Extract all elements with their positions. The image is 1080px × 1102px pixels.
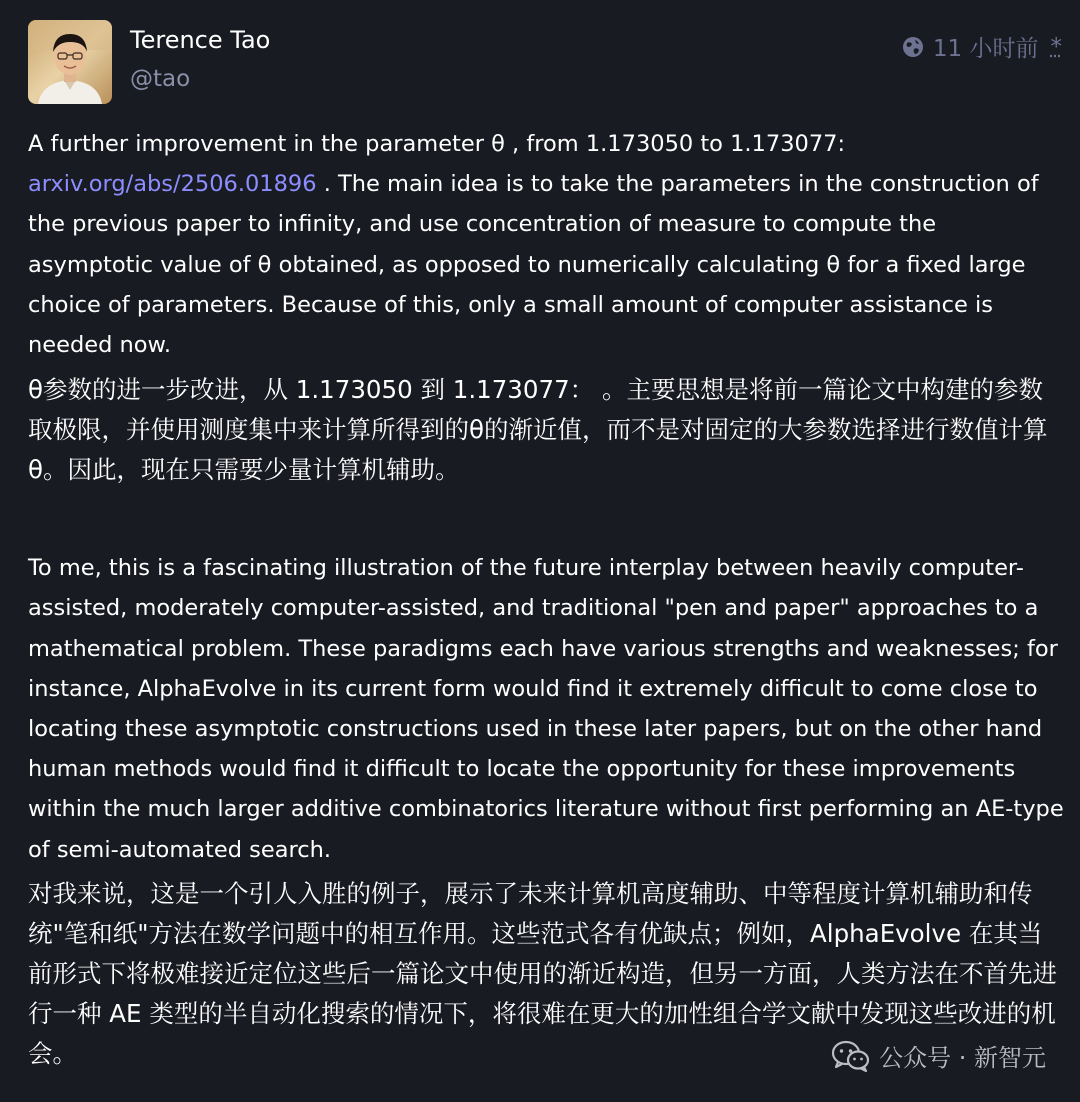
watermark-text: 公众号 · 新智元 [879,1044,1046,1072]
author-name[interactable]: Terence Tao [130,26,271,54]
paragraph-1-text-b: . The main idea is to take the parameters in the construction of the previous paper to infinity, and use concentration of measure to compute the asymptotic value of θ obtained, as opposed to numerically calculating θ for a fixed large choice of parameters. Because of this, only a small amount of computer assistance is needed now. [28,171,1039,359]
avatar-photo [28,20,112,104]
arxiv-link[interactable]: arxiv.org/abs/2506.01896 [28,171,317,198]
post-header [28,20,1062,106]
globe-icon [901,35,925,59]
wechat-icon [831,1039,871,1073]
paragraph-spacer [28,490,1064,548]
post-timestamp[interactable]: 11 小时前 [932,36,1039,62]
watermark [831,1038,1046,1073]
edited-marker[interactable]: * [1050,33,1062,60]
paragraph-1-en [28,124,1064,365]
post-content [28,124,1064,1074]
author-handle[interactable]: @tao [130,66,191,92]
paragraph-2-zh: 对我来说，这是一个引人入胜的例子，展示了未来计算机高度辅助、中等程度计算机辅助和传统"笔和纸"方法在数学问题中的相互作用。这些范式各有优缺点；例如，AlphaEvolve 在其当前形式下将极难接近定位这些后一篇论文中使用的渐近构造，但另一方面，人类方法在不首先进行一种 AE 类型的半自动化搜索的情况下，将很难在更大的加性组合学文献中发现这些改进的机会。 [28,878,1057,1068]
paragraph-2-en: To me, this is a fascinating illustration of the future interplay between heavily computer-assisted, moderately computer-assisted, and traditional "pen and paper" approaches to a mathematical problem. These paradigms each have various strengths and weaknesses; for instance, AlphaEvolve in its current form would find it extremely difficult to come close to locating these asymptotic constructions used in these later papers, but on the other hand human methods would find it difficult to locate the opportunity for these improvements within the much larger additive combinatorics literature without first performing an AE-type of semi-automated search. [28,555,1064,863]
paragraph-1-text-a: A further improvement in the parameter θ , from 1.173050 to 1.173077: [28,131,846,157]
post-meta [901,30,1062,63]
avatar[interactable] [28,20,112,104]
paragraph-1-zh: θ参数的进一步改进，从 1.173050 到 1.173077： 。主要思想是将前一篇论文中构建的参数取极限，并使用测度集中来计算所得到的θ的渐近值，而不是对固定的大参数选择进行数值计算θ。因此，现在只需要少量计算机辅助。 [28,375,1048,485]
